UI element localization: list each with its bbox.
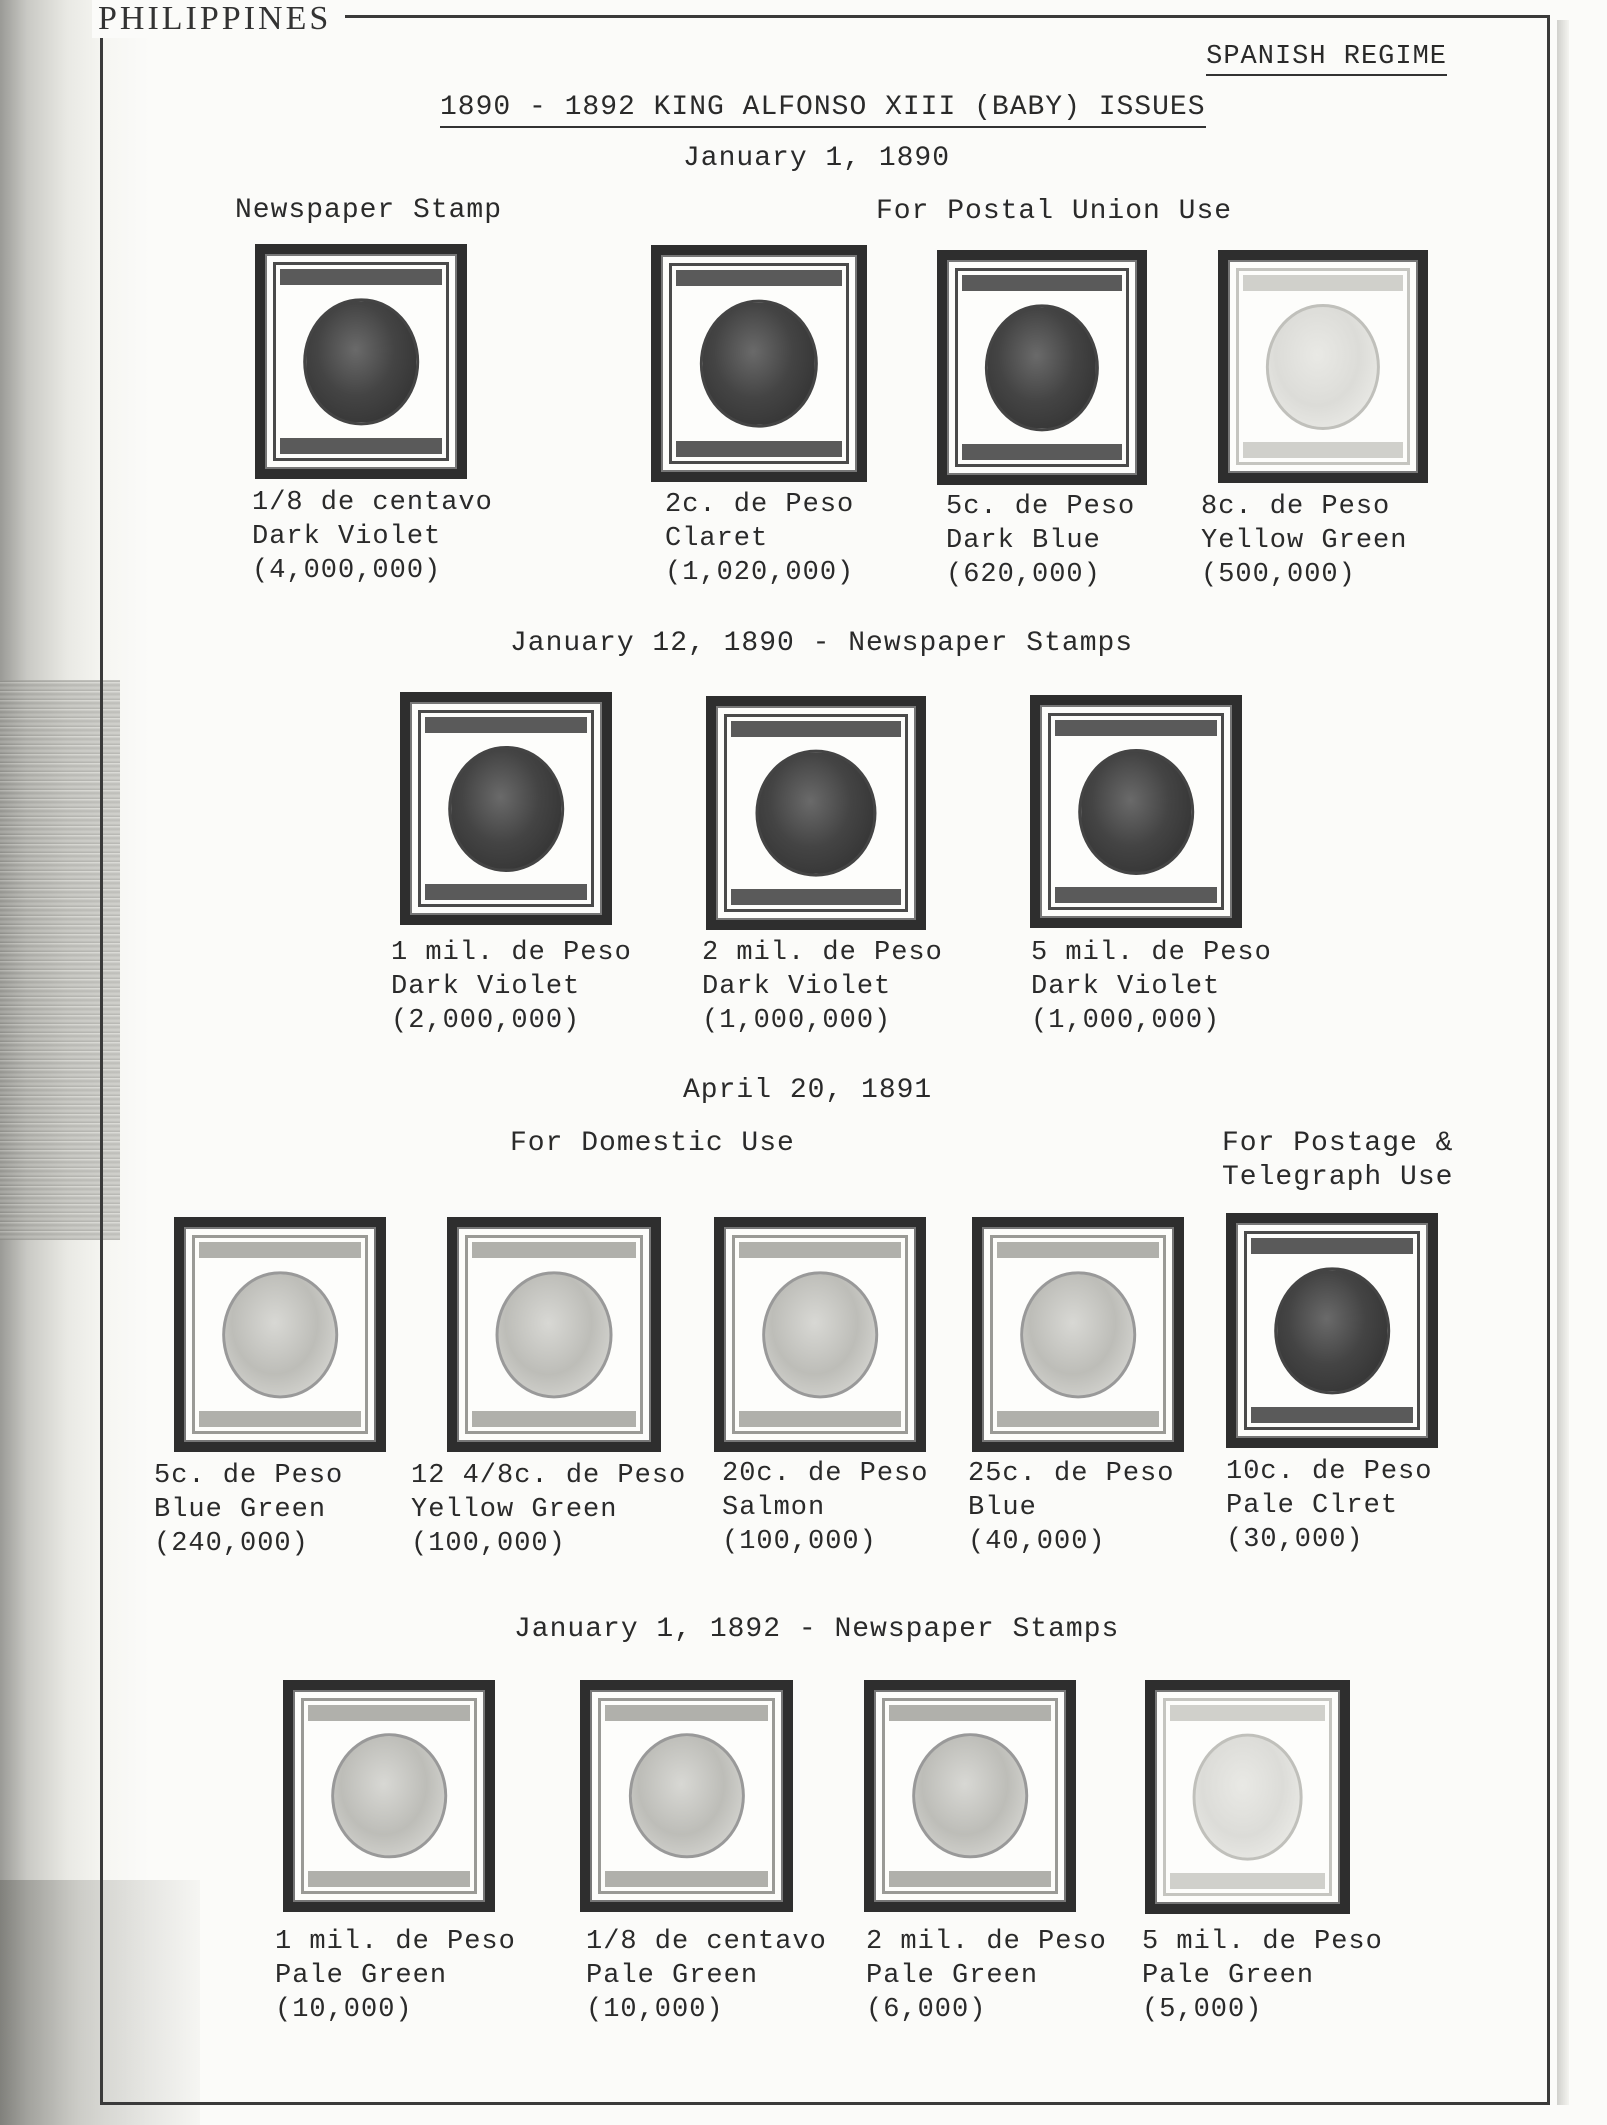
stamp-image xyxy=(972,1217,1184,1452)
section-subheading: For Domestic Use xyxy=(510,1128,795,1159)
stamp-image xyxy=(255,244,467,479)
section-date: January 1, 1892 - Newspaper Stamps xyxy=(514,1614,1120,1645)
stamp-caption: 25c. de Peso Blue (40,000) xyxy=(968,1459,1175,1557)
section-subheading: For Postage & xyxy=(1222,1128,1454,1159)
stamp-image xyxy=(937,250,1147,485)
stamp-image xyxy=(447,1217,661,1452)
portrait-oval xyxy=(700,299,818,428)
stamp-image xyxy=(1145,1680,1350,1914)
stamp-image xyxy=(864,1680,1076,1912)
country-heading: PHILIPPINES xyxy=(92,0,345,38)
portrait-oval xyxy=(1192,1734,1303,1861)
stamp-caption: 1/8 de centavo Dark Violet (4,000,000) xyxy=(252,488,493,586)
stamp-caption: 1 mil. de Peso Pale Green (10,000) xyxy=(275,1927,516,2025)
regime-label: SPANISH REGIME xyxy=(1206,42,1447,76)
stamp-image xyxy=(283,1680,495,1912)
stamp-image xyxy=(400,692,612,925)
stamp-image xyxy=(1218,250,1428,483)
portrait-oval xyxy=(1266,303,1380,429)
stamp-caption: 5 mil. de Peso Pale Green (5,000) xyxy=(1142,1927,1383,2025)
portrait-oval xyxy=(628,1733,744,1858)
page-edge xyxy=(1557,20,1569,2105)
section-date: April 20, 1891 xyxy=(683,1075,933,1106)
stamp-caption: 2c. de Peso Claret (1,020,000) xyxy=(665,490,855,588)
stamp-caption: 5c. de Peso Dark Blue (620,000) xyxy=(946,492,1136,590)
section-subheading: Telegraph Use xyxy=(1222,1162,1454,1193)
page-title: 1890 - 1892 KING ALFONSO XIII (BABY) ISSUES xyxy=(440,92,1206,128)
portrait-oval xyxy=(762,1271,878,1398)
portrait-oval xyxy=(496,1271,613,1398)
stamp-image xyxy=(580,1680,793,1912)
stamp-image xyxy=(174,1217,386,1452)
stamp-image xyxy=(706,696,926,930)
portrait-oval xyxy=(331,1733,447,1858)
stamp-caption: 2 mil. de Peso Dark Violet (1,000,000) xyxy=(702,938,943,1036)
stamp-image xyxy=(651,245,867,482)
stamp-caption: 12 4/8c. de Peso Yellow Green (100,000) xyxy=(411,1461,687,1559)
section-subheading: Newspaper Stamp xyxy=(235,195,503,226)
stamp-caption: 2 mil. de Peso Pale Green (6,000) xyxy=(866,1927,1107,2025)
stamp-caption: 8c. de Peso Yellow Green (500,000) xyxy=(1201,492,1408,590)
stamp-caption: 10c. de Peso Pale Clret (30,000) xyxy=(1226,1457,1433,1555)
portrait-oval xyxy=(448,745,564,871)
portrait-oval xyxy=(1078,748,1194,874)
stamp-image xyxy=(1030,695,1242,928)
section-date: January 12, 1890 - Newspaper Stamps xyxy=(510,628,1134,659)
portrait-oval xyxy=(1020,1271,1136,1398)
stamp-caption: 1/8 de centavo Pale Green (10,000) xyxy=(586,1927,827,2025)
portrait-oval xyxy=(1274,1267,1390,1394)
portrait-oval xyxy=(755,750,876,877)
portrait-oval xyxy=(985,304,1099,431)
section-date: January 1, 1890 xyxy=(683,143,951,174)
stamp-caption: 5c. de Peso Blue Green (240,000) xyxy=(154,1461,344,1559)
stamp-caption: 20c. de Peso Salmon (100,000) xyxy=(722,1459,929,1557)
stamp-caption: 1 mil. de Peso Dark Violet (2,000,000) xyxy=(391,938,632,1036)
portrait-oval xyxy=(303,298,419,425)
portrait-oval xyxy=(912,1733,1028,1858)
stamp-image xyxy=(714,1217,926,1452)
stamp-caption: 5 mil. de Peso Dark Violet (1,000,000) xyxy=(1031,938,1272,1036)
section-subheading: For Postal Union Use xyxy=(876,196,1233,227)
portrait-oval xyxy=(222,1271,338,1398)
stamp-image xyxy=(1226,1213,1438,1448)
